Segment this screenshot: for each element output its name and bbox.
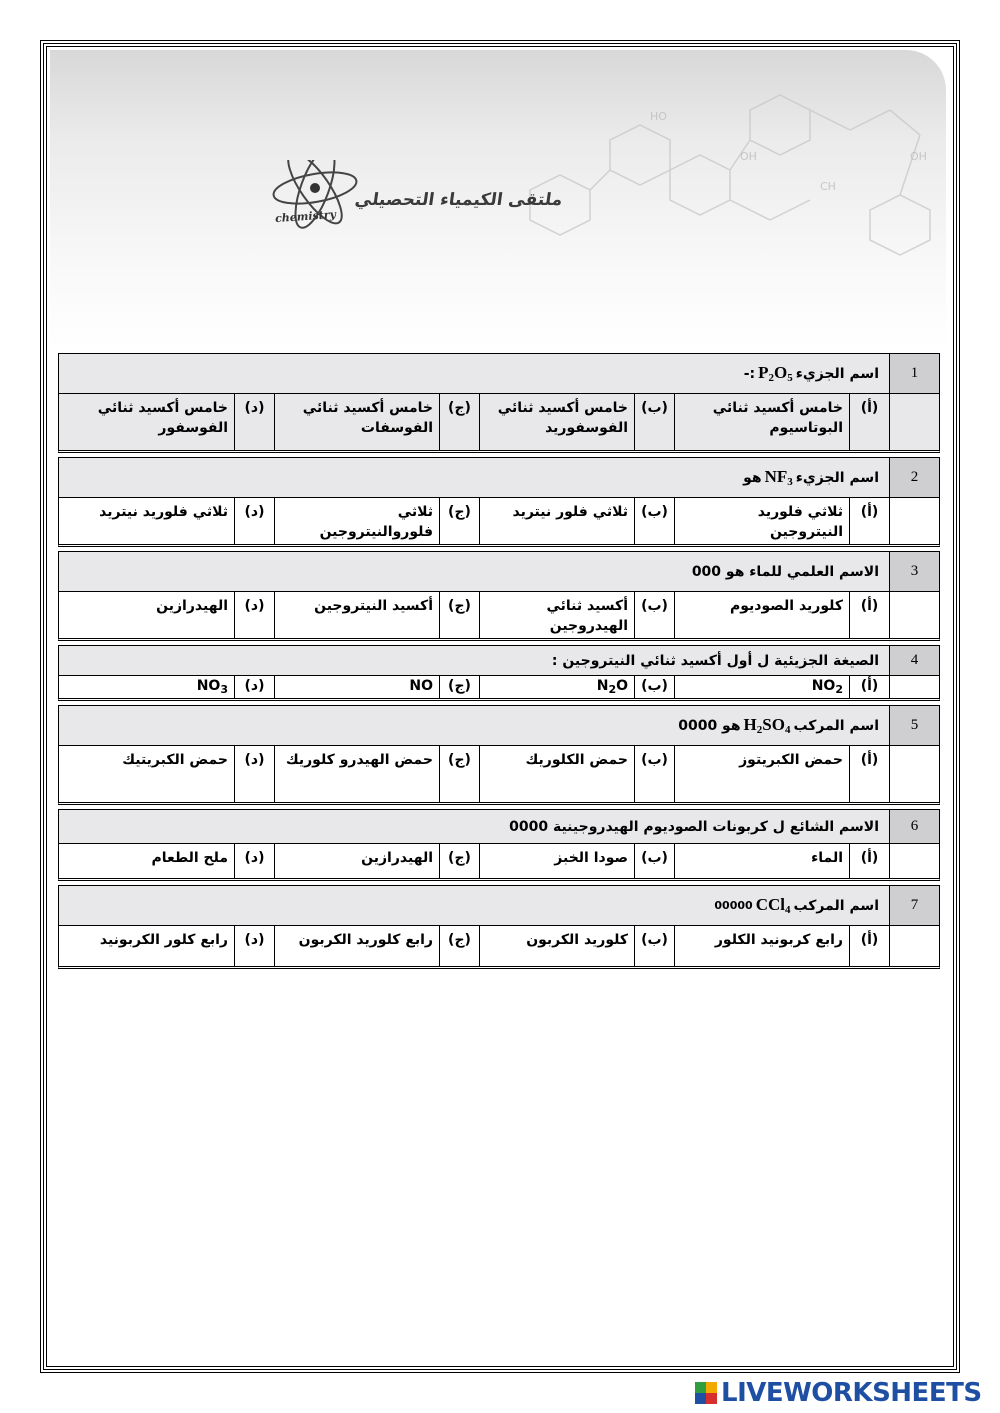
option-b[interactable]: صودا الخبز [479,844,634,878]
option-letter-d: (د) [234,746,274,802]
option-letter-c: (ج) [439,676,479,698]
option-letter-a: (أ) [849,498,889,544]
logo [265,160,645,240]
option-letter-d: (د) [234,394,274,450]
option-letter-c: (ج) [439,498,479,544]
question-4 [58,645,940,701]
option-letter-b: (ب) [634,498,674,544]
option-letter-a: (أ) [849,746,889,802]
question-number: 3 [889,552,939,591]
option-c[interactable]: الهيدرازين [274,844,439,878]
svg-text:OH: OH [910,150,927,163]
question-2 [58,457,940,547]
question-number: 2 [889,458,939,497]
option-b[interactable]: خامس أكسيد ثنائي الفوسفوريد [479,394,634,450]
option-letter-c: (ج) [439,746,479,802]
answer-blank[interactable] [889,676,939,698]
option-letter-d: (د) [234,498,274,544]
option-letter-d: (د) [234,844,274,878]
question-text: اسم المركب CCl$_4$ 00000 [714,895,879,916]
option-letter-c: (ج) [439,844,479,878]
answer-blank[interactable] [889,394,939,450]
question-5 [58,705,940,805]
option-b[interactable]: $N_2O$ [479,676,634,698]
answer-blank[interactable] [889,926,939,966]
option-letter-b: (ب) [634,592,674,638]
svg-text:HO: HO [650,110,667,123]
question-text: الاسم الشائع ل كربونات الصوديوم الهيدروجينية 0000 [509,818,879,835]
option-letter-b: (ب) [634,746,674,802]
option-a[interactable]: خامس أكسيد ثنائي البوتاسيوم [674,394,849,450]
question-number: 5 [889,706,939,745]
option-c[interactable]: خامس أكسيد ثنائي الفوسفات [274,394,439,450]
option-letter-b: (ب) [634,926,674,966]
option-letter-a: (أ) [849,394,889,450]
svg-text:OH: OH [740,150,757,163]
question-text: اسم الجزيء $NF_3$ هو [743,467,879,488]
option-a[interactable]: $NO_2$ [674,676,849,698]
question-6 [58,809,940,881]
question-table [58,353,940,973]
option-c[interactable]: ثلاثي فلوروالنيتروجين [274,498,439,544]
option-a[interactable]: كلوريد الصوديوم [674,592,849,638]
option-c[interactable]: أكسيد النيتروجين [274,592,439,638]
option-b[interactable]: ثلاثي فلور نيتريد [479,498,634,544]
option-d[interactable]: ملح الطعام [151,850,228,866]
option-letter-b: (ب) [634,394,674,450]
question-number: 6 [889,810,939,843]
option-d[interactable]: خامس أكسيد ثنائي الفوسفور [97,400,228,436]
option-a[interactable]: رابع كربونيد الكلور [674,926,849,966]
answer-blank[interactable] [889,592,939,638]
option-c[interactable]: حمض الهيدرو كلوريك [274,746,439,802]
option-b[interactable]: أكسيد ثنائي الهيدروجين [479,592,634,638]
option-d[interactable]: $NO_3$ [196,678,228,696]
option-b[interactable]: حمض الكلوريك [479,746,634,802]
option-c[interactable]: NO [274,676,439,698]
logo-text: ملتقى الكيمياء التحصيلي [353,190,564,210]
option-letter-a: (أ) [849,592,889,638]
answer-blank[interactable] [889,746,939,802]
option-letter-a: (أ) [849,844,889,878]
liveworksheets-logo-icon [695,1382,717,1404]
question-number: 4 [889,646,939,675]
option-d[interactable]: رابع كلور الكربونيد [99,932,228,948]
option-letter-c: (ج) [439,926,479,966]
option-d[interactable]: الهيدرازين [156,598,228,614]
option-letter-b: (ب) [634,676,674,698]
question-1 [58,353,940,453]
question-number: 7 [889,886,939,925]
question-3 [58,551,940,641]
question-number: 1 [889,354,939,393]
question-7 [58,885,940,969]
option-c[interactable]: رابع كلوريد الكربون [274,926,439,966]
option-letter-c: (ج) [439,394,479,450]
liveworksheets-brand[interactable] [695,1378,982,1408]
option-letter-d: (د) [234,592,274,638]
logo-script: chemistry [274,207,337,226]
question-text: اسم المركب $H_2SO_4$ هو 0000 [678,715,879,736]
option-b[interactable]: كلوريد الكربون [479,926,634,966]
answer-blank[interactable] [889,844,939,878]
option-letter-a: (أ) [849,926,889,966]
option-d[interactable]: ثلاثي فلوريد نيتريد [99,504,228,520]
option-a[interactable]: الماء [674,844,849,878]
option-letter-c: (ج) [439,592,479,638]
option-letter-a: (أ) [849,676,889,698]
svg-text:CH: CH [820,180,836,193]
question-text: الاسم العلمي للماء هو 000 [691,563,879,580]
option-letter-b: (ب) [634,844,674,878]
option-a[interactable]: حمض الكبريتوز [674,746,849,802]
brand-text: LIVEWORKSHEETS [721,1378,982,1408]
option-letter-d: (د) [234,926,274,966]
answer-blank[interactable] [889,498,939,544]
option-letter-d: (د) [234,676,274,698]
option-d[interactable]: حمض الكبريتيك [122,752,228,768]
question-text: الصيغة الجزيئية ل أول أكسيد ثنائي النيتروجين : [551,652,879,669]
option-a[interactable]: ثلاثي فلوريد النيتروجين [674,498,849,544]
question-text: اسم الجزيء $P_2O_5$ :- [743,363,879,384]
